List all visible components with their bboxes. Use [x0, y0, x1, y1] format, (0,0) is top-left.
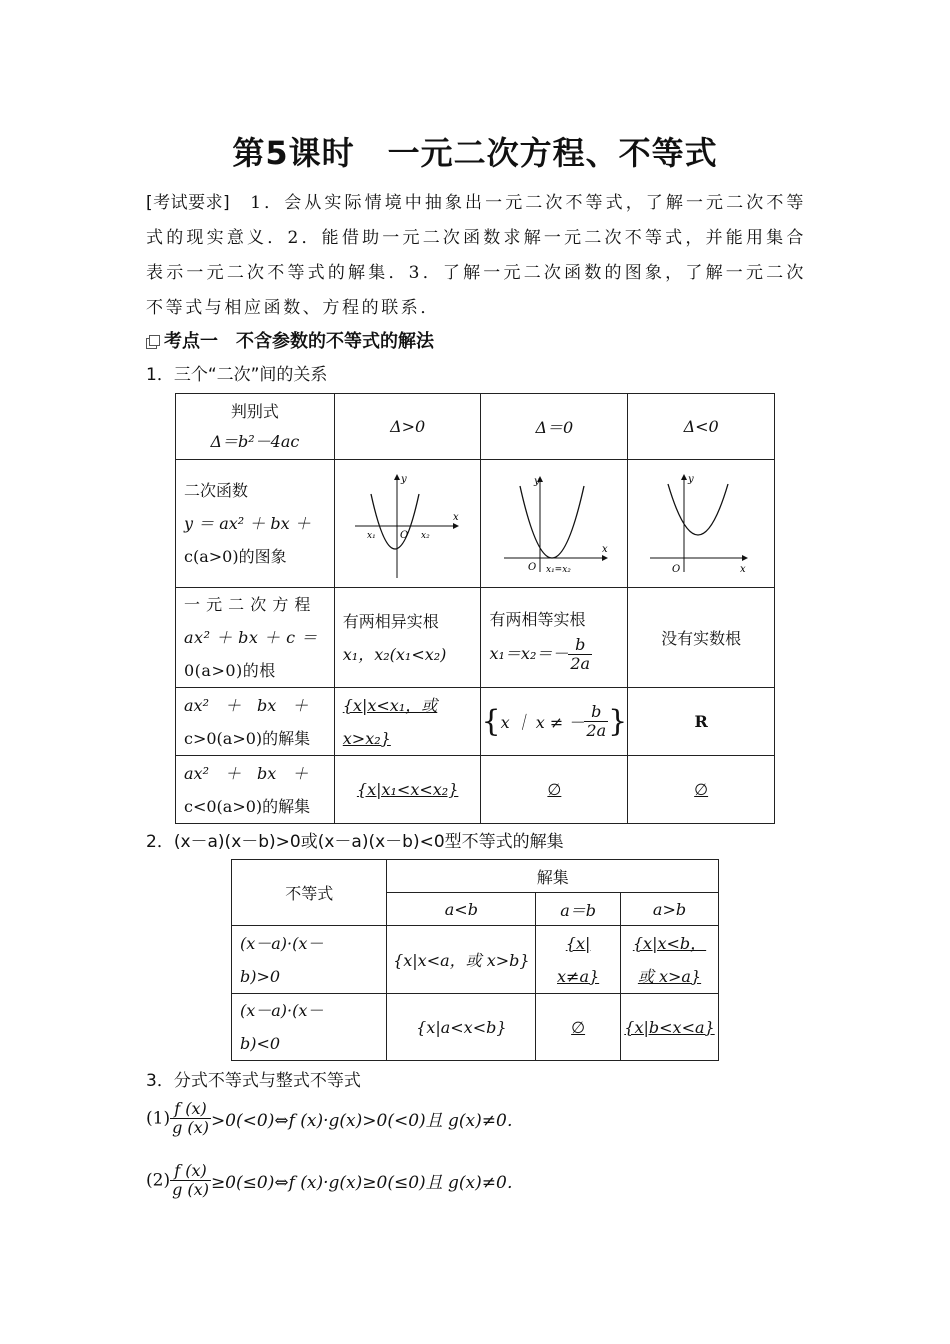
requirements-text: 1．会从实际情境中抽象出一元二次不等式，了解一元二次不等式的现实意义．2．能借助一元二次函数求解一元二次不等式，并能用集合表示一元二次不等式的解集．3．了解一元二次函数的图象，了解一元二次不等式与相应函数、方程的联系．	[146, 193, 807, 318]
row1-eq-1: {x|	[565, 933, 591, 953]
cell-row1-a-eq-b	[536, 926, 621, 994]
roots-label-1: 一 元 二 次 方 程	[184, 595, 311, 614]
roots-gt-values: x₁，x₂(x₁<x₂)	[342, 644, 447, 664]
quadratic-relations-table	[175, 393, 775, 824]
y-axis-label: y	[400, 473, 407, 485]
row1-gt-2: 或 x>a}	[637, 966, 702, 986]
positive-eq-fraction	[584, 703, 608, 740]
section-heading	[146, 327, 434, 353]
positive-label-1: ax² ＋ bx ＋	[184, 695, 309, 715]
cell-positive-gt	[334, 688, 481, 756]
requirements-tag: [考试要求]	[146, 193, 230, 213]
frac-num: f (x)	[170, 1100, 211, 1119]
origin-label: O	[672, 563, 681, 575]
positive-lt-value: R	[628, 688, 775, 756]
origin-label: O	[399, 529, 408, 541]
row2-a-gt-b: {x|b<x<a}	[621, 994, 719, 1061]
x-axis-label: x	[602, 543, 609, 555]
function-label-2: y ＝ ax² ＋ bx ＋	[184, 514, 311, 533]
root-x2-label: x₂	[420, 530, 430, 541]
fraction-b-over-2a	[568, 636, 592, 673]
header-a-eq-b: a＝b	[536, 893, 621, 926]
function-label-3: c(a>0)的图象	[184, 547, 287, 566]
positive-gt-1: {x|x<x₁，或	[342, 695, 438, 715]
graph-no-root	[628, 460, 775, 588]
formula-2-body: ≥0(≤0)⇔f (x)·g(x)≥0(≤0)且 g(x)≠0．	[210, 1173, 524, 1193]
y-axis-label: y	[534, 475, 541, 487]
page-title: 第5课时 一元二次方程、不等式	[232, 134, 718, 172]
discriminant-label: 判别式	[230, 401, 279, 421]
roots-label-3: 0(a>0)的根	[184, 661, 276, 680]
row1-a-lt-b: {x|x<a，或 x>b}	[387, 926, 536, 994]
row1-gt-1: {x|x<b，	[632, 933, 707, 953]
formula-2	[146, 1162, 524, 1199]
formula-2-fraction	[170, 1162, 211, 1199]
parabola-two-roots-svg	[353, 466, 463, 582]
frac-den: 2a	[570, 653, 591, 673]
formula-2-prefix: (2)	[146, 1170, 171, 1191]
formula-1-body: >0(<0)⇔f (x)·g(x)>0(<0)且 g(x)≠0．	[210, 1111, 524, 1131]
negative-label-1: ax² ＋ bx ＋	[184, 763, 309, 783]
negative-label-2: c<0(a>0)的解集	[184, 796, 311, 816]
header-delta-positive: Δ>0	[334, 394, 481, 460]
exam-requirements	[146, 186, 806, 326]
positive-gt-2: x>x₂}	[342, 728, 391, 748]
header-solution: 解集	[387, 860, 719, 893]
row1-label-1: (x－a)·(x－	[240, 933, 324, 953]
formula-1-prefix: (1)	[146, 1108, 171, 1129]
roots-lt-text: 没有实数根	[628, 588, 775, 688]
frac-den: g (x)	[172, 1180, 209, 1199]
header-a-lt-b: a<b	[387, 893, 536, 926]
header-delta-negative: Δ<0	[628, 394, 775, 460]
row2-label-1: (x－a)·(x－	[240, 1001, 324, 1020]
negative-eq-value: ∅	[481, 756, 628, 824]
header-inequality: 不等式	[232, 860, 387, 926]
row2-a-lt-b: {x|a<x<b}	[387, 994, 536, 1061]
cell-discriminant-label	[176, 394, 335, 460]
frac-den: g (x)	[172, 1118, 209, 1137]
row2-label-2: b)<0	[240, 1034, 281, 1053]
parabola-double-root-svg	[494, 466, 614, 582]
frac-num: b	[568, 636, 592, 655]
double-root-label: x₁=x₂	[546, 564, 572, 575]
x-axis-label: x	[452, 511, 459, 523]
section-title: 考点一 不含参数的不等式的解法	[164, 331, 434, 352]
origin-label: O	[528, 561, 537, 573]
positive-eq-prefix: x ｜ x ≠ －	[500, 713, 585, 732]
section-marker-icon	[146, 335, 160, 349]
function-label-1: 二次函数	[184, 481, 249, 500]
part2-heading: 2．(x－a)(x－b)>0或(x－a)(x－b)<0型不等式的解集	[146, 832, 564, 852]
frac-num: b	[584, 703, 608, 722]
roots-label-2: ax² ＋ bx ＋ c ＝	[184, 628, 318, 647]
row2-a-eq-b: ∅	[536, 994, 621, 1061]
roots-eq-prefix: x₁＝x₂＝－	[489, 643, 569, 663]
y-axis-label: y	[688, 473, 694, 485]
roots-eq-formula	[489, 636, 627, 673]
row1-label-2: b)>0	[240, 966, 281, 986]
cell-positive-eq: {x ｜ x ≠ － $\frac{b}{2a}$ }	[481, 688, 628, 756]
graph-double-root	[481, 460, 628, 588]
graph-two-roots	[334, 460, 481, 588]
cell-roots-eq	[481, 588, 628, 688]
cell-negative-solution-label	[176, 756, 335, 824]
cell-roots-label	[176, 588, 335, 688]
cell-function-label	[176, 460, 335, 588]
formula-1-fraction	[170, 1100, 211, 1137]
frac-den: 2a	[586, 721, 607, 740]
discriminant-formula: Δ＝b²－4ac	[210, 431, 300, 451]
x-axis-label: x	[740, 563, 746, 575]
part1-heading: 1．三个“二次”间的关系	[146, 365, 328, 385]
header-delta-zero: Δ＝0	[481, 394, 628, 460]
roots-eq-text: 有两相等实根	[489, 609, 586, 629]
parabola-no-root-svg	[646, 466, 756, 582]
cell-positive-solution-label	[176, 688, 335, 756]
factored-inequality-table	[231, 859, 719, 1061]
part3-heading: 3．分式不等式与整式不等式	[146, 1071, 361, 1091]
cell-row1-a-gt-b	[621, 926, 719, 994]
cell-row1-label	[232, 926, 387, 994]
formula-1	[146, 1100, 524, 1137]
cell-row2-label	[232, 994, 387, 1061]
header-a-gt-b: a>b	[621, 893, 719, 926]
row1-eq-2: x≠a}	[557, 966, 600, 986]
cell-roots-gt	[334, 588, 481, 688]
roots-gt-text: 有两相异实根	[342, 611, 439, 631]
root-x1-label: x₁	[366, 530, 376, 541]
negative-gt-value: {x|x₁<x<x₂}	[334, 756, 481, 824]
negative-lt-value: ∅	[628, 756, 775, 824]
frac-num: f (x)	[170, 1162, 211, 1181]
positive-label-2: c>0(a>0)的解集	[184, 728, 311, 748]
